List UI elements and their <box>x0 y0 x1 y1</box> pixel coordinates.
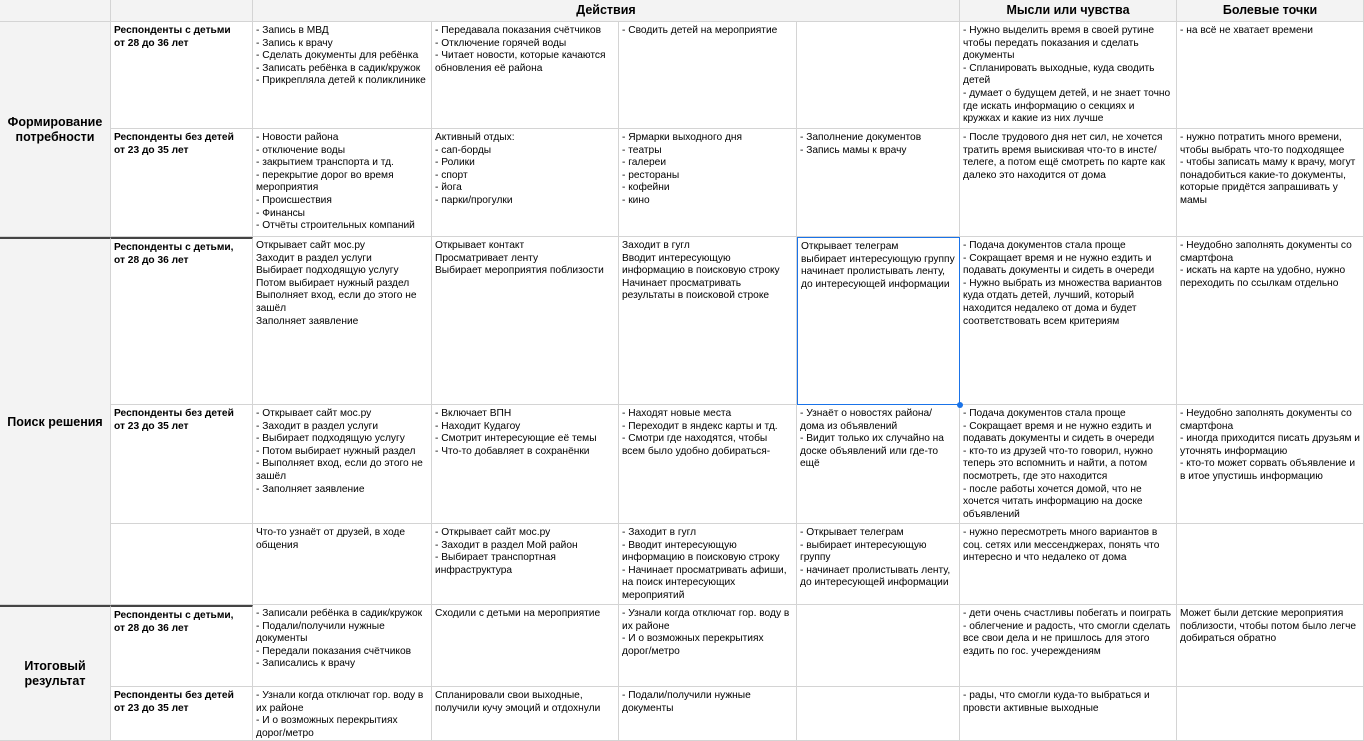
respondent-group-cell[interactable]: Респонденты без детей от 23 до 35 лет <box>111 129 253 237</box>
phase-need-formation[interactable]: Формирование потребности <box>0 22 111 237</box>
selected-action-cell[interactable]: Открывает телеграм выбирает интересующую группу начинает пролистывать ленту, до интересующей информации <box>797 237 960 405</box>
action-cell[interactable] <box>797 22 960 129</box>
respondent-group-cell[interactable]: Респонденты с детьми, от 28 до 36 лет <box>111 605 253 687</box>
action-cell[interactable]: - Ярмарки выходного дня - театры - галереи - рестораны - кофейни - кино <box>619 129 797 237</box>
action-cell[interactable]: - Узнали когда отключат гор. воду в их районе - И о возможных перекрытиях дорог/метро <box>619 605 797 687</box>
thoughts-cell[interactable]: - рады, что смогли куда-то выбраться и провсти активные выходные <box>960 687 1177 741</box>
corner-cell[interactable] <box>0 0 111 22</box>
respondent-group-cell[interactable] <box>111 524 253 605</box>
thoughts-cell[interactable]: - Нужно выделить время в своей рутине чтобы передать показания и сделать документы - Спланировать выходные, куда сводить детей - думает о будущем детей, и не знает точно где искать информацию о секциях и кружках и какие из них лучше <box>960 22 1177 129</box>
respondent-group-cell[interactable]: Респонденты без детей от 23 до 35 лет <box>111 687 253 741</box>
action-cell[interactable]: - Открывает телеграм - выбирает интересующую группу - начинает пролистывать ленту, до интересующей информации <box>797 524 960 605</box>
action-cell[interactable]: - Передавала показания счётчиков - Отключение горячей воды - Читает новости, которые качаются обновления её района <box>432 22 619 129</box>
action-cell[interactable]: - Открывает сайт мос.ру - Заходит в раздел услуги - Выбирает подходящую услугу - Потом выбирает нужный раздел - Выполняет вход, если до этого не зашёл - Заполняет заявление <box>253 405 432 524</box>
action-cell[interactable]: Открывает контакт Просматривает ленту Выбирает мероприятия поблизости <box>432 237 619 405</box>
header-actions[interactable]: Действия <box>253 0 960 22</box>
phase-final-result[interactable]: Итоговый результат <box>0 605 111 741</box>
pain-points-cell[interactable]: - нужно потратить много времени, чтобы выбрать что-то подходящее - чтобы записать маму к врачу, могут понадобиться какие-то документы, которые придётся запрашивать у мамы <box>1177 129 1364 237</box>
action-cell[interactable]: Заходит в гугл Вводит интересующую информацию в поисковую строку Начинает просматривать результаты в поисковой строке <box>619 237 797 405</box>
action-cell[interactable]: - Подали/получили нужные документы <box>619 687 797 741</box>
respondent-group-cell[interactable]: Респонденты с детьми от 28 до 36 лет <box>111 22 253 129</box>
respondent-group-cell[interactable]: Респонденты с детьми, от 28 до 36 лет <box>111 237 253 405</box>
action-cell[interactable]: - Заполнение документов - Запись мамы к врачу <box>797 129 960 237</box>
action-cell[interactable]: - Включает ВПН - Находит Кудагоу - Смотрит интересующие её темы - Что-то добавляет в сохранёнки <box>432 405 619 524</box>
thoughts-cell[interactable]: - Подача документов стала проще - Сокращает время и не нужно ездить и подавать документы и сидеть в очереди - Нужно выбрать из множества вариантов куда отдать детей, лучший, который находится недалеко от дома и будет соответствовать всем критериям <box>960 237 1177 405</box>
thoughts-cell[interactable]: - Подача документов стала проще - Сокращает время и не нужно ездить и подавать документы и сидеть в очереди - кто-то из друзей что-то говорил, нужно теперь это вспомнить и найти, а потом посмотреть, где это находится - после работы хочется домой, что не хочется читать информацию на доске объявлений <box>960 405 1177 524</box>
action-cell[interactable]: - Находят новые места - Переходит в яндекс карты и тд. - Смотри где находятся, чтобы всем было удобно добираться- <box>619 405 797 524</box>
thoughts-cell[interactable]: - нужно пересмотреть много вариантов в соц. сетях или мессенджерах, понять что интересно и что недалеко от дома <box>960 524 1177 605</box>
header-thoughts[interactable]: Мысли или чувства <box>960 0 1177 22</box>
pain-points-cell[interactable]: - Неудобно заполнять документы со смартфона - иногда приходится писать друзьям и уточнять информацию - кто-то может сорвать объявление и в итое упустишь информацию <box>1177 405 1364 524</box>
thoughts-cell[interactable]: - После трудового дня нет сил, не хочется тратить время выискивая что-то в инсте/телеге, а потом ещё смотреть по карте как далеко это находится от дома <box>960 129 1177 237</box>
action-cell[interactable]: - Узнали когда отключат гор. воду в их районе - И о возможных перекрытиях дорог/метро <box>253 687 432 741</box>
action-cell[interactable]: Открывает сайт мос.ру Заходит в раздел услуги Выбирает подходящую услугу Потом выбирает нужный раздел Выполняет вход, если до этого не зашёл Заполняет заявление <box>253 237 432 405</box>
action-cell[interactable] <box>797 605 960 687</box>
action-cell[interactable]: - Запись в МВД - Запись к врачу - Сделать документы для ребёнка - Записать ребёнка в садик/кружок - Прикрепляла детей к поликлинике <box>253 22 432 129</box>
action-cell[interactable]: Спланировали свои выходные, получили кучу эмоций и отдохнули <box>432 687 619 741</box>
action-cell[interactable]: - Сводить детей на мероприятие <box>619 22 797 129</box>
pain-points-cell[interactable] <box>1177 687 1364 741</box>
action-cell[interactable]: - Заходит в гугл - Вводит интересующую информацию в поисковую строку - Начинает просматривать афиши, на поиск интересующих мероприятий <box>619 524 797 605</box>
action-cell[interactable]: - Открывает сайт мос.ру - Заходит в раздел Мой район - Выбирает транспортная инфраструктура <box>432 524 619 605</box>
action-cell[interactable]: - Узнаёт о новостях района/дома из объявлений - Видит только их случайно на доске объявлений или где-то ещё <box>797 405 960 524</box>
pain-points-cell[interactable] <box>1177 524 1364 605</box>
action-cell[interactable] <box>797 687 960 741</box>
action-cell[interactable]: - Записали ребёнка в садик/кружок - Подали/получили нужные документы - Передали показания счётчиков - Записались к врачу <box>253 605 432 687</box>
action-cell[interactable]: Активный отдых: - сап-борды - Ролики - спорт - йога - парки/прогулки <box>432 129 619 237</box>
thoughts-cell[interactable]: - дети очень счастливы побегать и поиграть - облегчение и радость, что смогли сделать все свои дела и не пришлось для этого ездить по гос. учереждениям <box>960 605 1177 687</box>
pain-points-cell[interactable]: - на всё не хватает времени <box>1177 22 1364 129</box>
pain-points-cell[interactable]: - Неудобно заполнять документы со смартфона - искать на карте на удобно, нужно переходить по ссылкам отдельно <box>1177 237 1364 405</box>
respondent-group-cell[interactable]: Респонденты без детей от 23 до 35 лет <box>111 405 253 524</box>
action-cell[interactable]: Сходили с детьми на мероприятие <box>432 605 619 687</box>
header-pains[interactable]: Болевые точки <box>1177 0 1364 22</box>
header-blank-cell[interactable] <box>111 0 253 22</box>
pain-points-cell[interactable]: Может были детские мероприятия поблизости, чтобы потом было легче добираться обратно <box>1177 605 1364 687</box>
action-cell[interactable]: Что-то узнаёт от друзей, в ходе общения <box>253 524 432 605</box>
action-cell[interactable]: - Новости района - отключение воды - закрытием транспорта и тд. - перекрытие дорог во время мероприятия - Происшествия - Финансы - Отчёты строительных компаний <box>253 129 432 237</box>
phase-solution-search[interactable]: Поиск решения <box>0 237 111 605</box>
selection-fill-handle[interactable] <box>957 402 963 408</box>
